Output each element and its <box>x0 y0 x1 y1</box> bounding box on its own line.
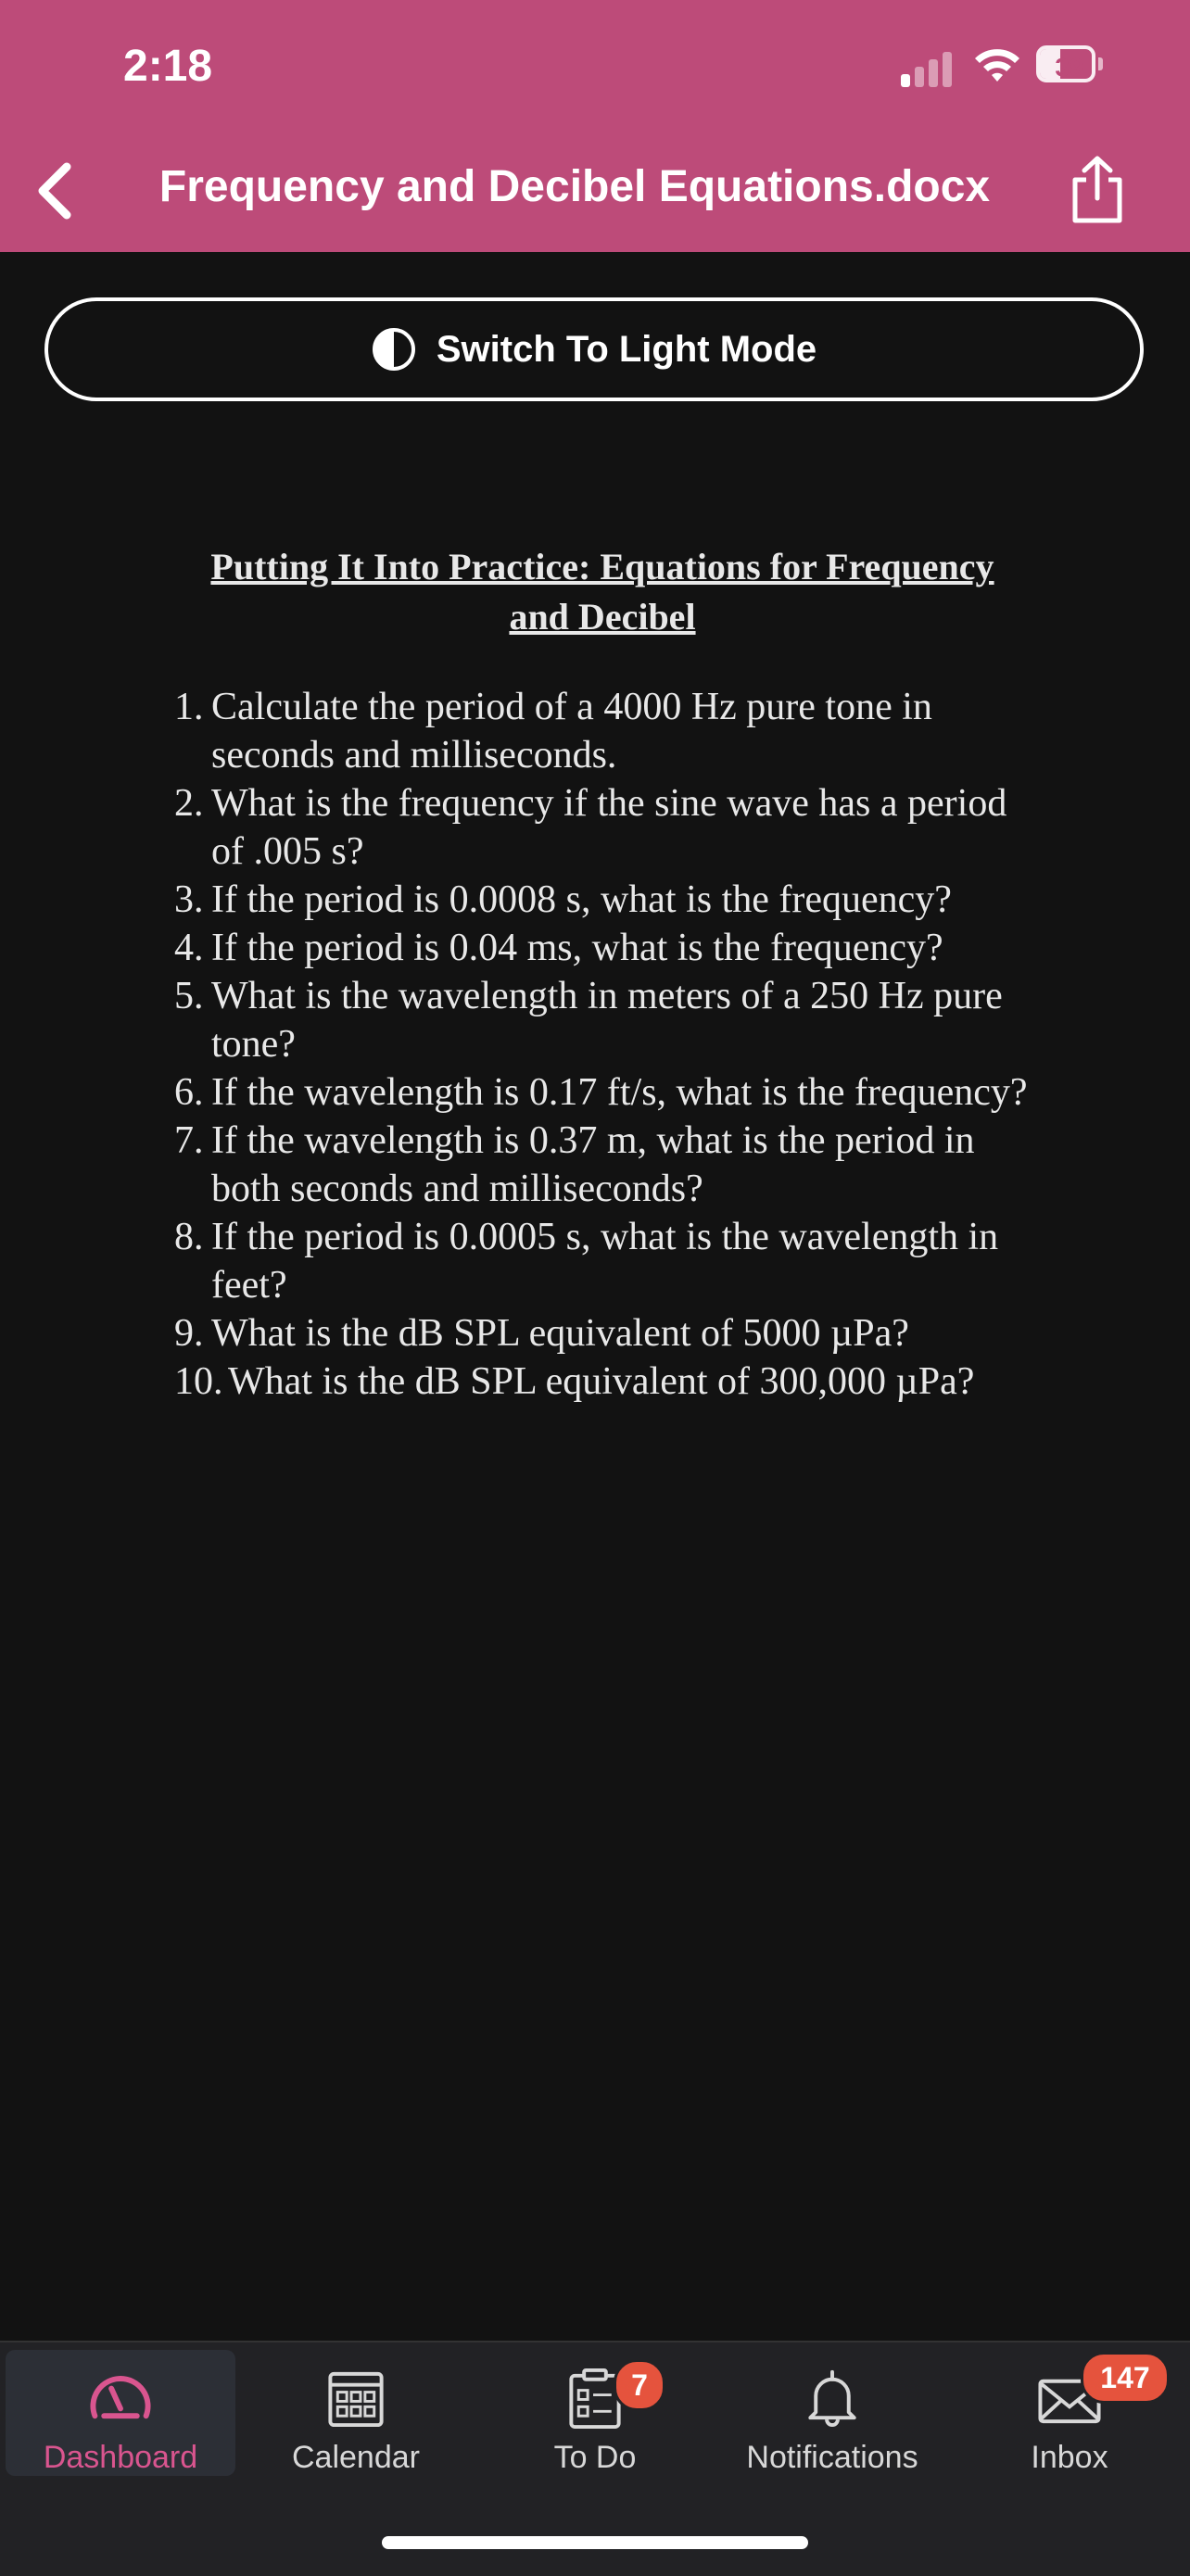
switch-light-mode-button[interactable] <box>44 297 1144 401</box>
tab-inbox[interactable] <box>955 2350 1184 2476</box>
contrast-icon <box>372 327 416 372</box>
document-heading-line2: and Decibel <box>509 596 696 638</box>
question-number: 10. <box>174 1360 223 1403</box>
question-number: 7. <box>174 1119 204 1162</box>
document-heading <box>158 542 1047 642</box>
question-text: If the period is 0.04 ms, what is the frequency? <box>211 927 943 969</box>
tab-label: Notifications <box>746 2440 918 2475</box>
document-heading-line1: Putting It Into Practice: Equations for Frequency <box>210 546 994 587</box>
question-text: If the period is 0.0005 s, what is the wavelength in feet? <box>211 1216 999 1307</box>
tab-dashboard[interactable] <box>6 2350 235 2476</box>
question-text: If the period is 0.0008 s, what is the frequency? <box>211 878 952 921</box>
dashboard-icon <box>83 2365 158 2431</box>
question-number: 9. <box>174 1312 204 1355</box>
tab-label: Calendar <box>292 2440 420 2475</box>
share-icon[interactable] <box>1066 154 1129 226</box>
question-number: 2. <box>174 782 204 825</box>
question-text: What is the wavelength in meters of a 250 Hz pure tone? <box>211 975 1003 1066</box>
cellular-signal-icon <box>901 50 953 87</box>
tab-calendar[interactable] <box>241 2350 471 2476</box>
question-list <box>158 683 1047 1406</box>
status-time: 2:18 <box>123 42 213 91</box>
app-header <box>0 0 1190 252</box>
document-title: Frequency and Decibel Equations.docx <box>158 162 991 211</box>
question-item <box>158 1213 1047 1309</box>
question-text: If the wavelength is 0.17 ft/s, what is the frequency? <box>211 1071 1028 1114</box>
tab-label: Inbox <box>1031 2440 1108 2475</box>
question-item <box>158 876 1047 924</box>
switch-light-mode-label: Switch To Light Mode <box>436 328 817 370</box>
document-content <box>158 542 1047 1406</box>
question-item <box>158 779 1047 876</box>
question-number: 5. <box>174 975 204 1017</box>
tab-todo[interactable] <box>480 2350 710 2476</box>
question-item <box>158 972 1047 1068</box>
todo-badge: 7 <box>614 2359 665 2411</box>
question-number: 1. <box>174 686 204 728</box>
home-indicator[interactable] <box>382 2536 808 2549</box>
battery-percent: 39 <box>1055 53 1084 82</box>
question-item <box>158 924 1047 972</box>
question-number: 3. <box>174 878 204 921</box>
question-item <box>158 1357 1047 1406</box>
question-item <box>158 683 1047 779</box>
question-item <box>158 1309 1047 1357</box>
question-text: What is the dB SPL equivalent of 300,000 µPa? <box>228 1360 975 1403</box>
chevron-left-icon[interactable] <box>28 158 83 224</box>
calendar-icon <box>319 2365 393 2431</box>
question-item <box>158 1117 1047 1213</box>
tab-notifications[interactable] <box>717 2350 947 2476</box>
question-item <box>158 1068 1047 1117</box>
wifi-icon <box>973 44 1021 83</box>
question-number: 6. <box>174 1071 204 1114</box>
question-text: What is the dB SPL equivalent of 5000 µPa? <box>211 1312 909 1355</box>
bell-icon <box>795 2365 869 2431</box>
question-number: 8. <box>174 1216 204 1258</box>
tab-label: To Do <box>553 2440 637 2475</box>
question-number: 4. <box>174 927 204 969</box>
question-text: Calculate the period of a 4000 Hz pure tone in seconds and milliseconds. <box>211 686 932 777</box>
question-text: If the wavelength is 0.37 m, what is the period in both seconds and milliseconds? <box>211 1119 975 1210</box>
inbox-badge: 147 <box>1081 2352 1170 2404</box>
battery-indicator <box>1036 45 1103 82</box>
question-text: What is the frequency if the sine wave has a period of .005 s? <box>211 782 1007 873</box>
tab-label: Dashboard <box>43 2440 198 2475</box>
